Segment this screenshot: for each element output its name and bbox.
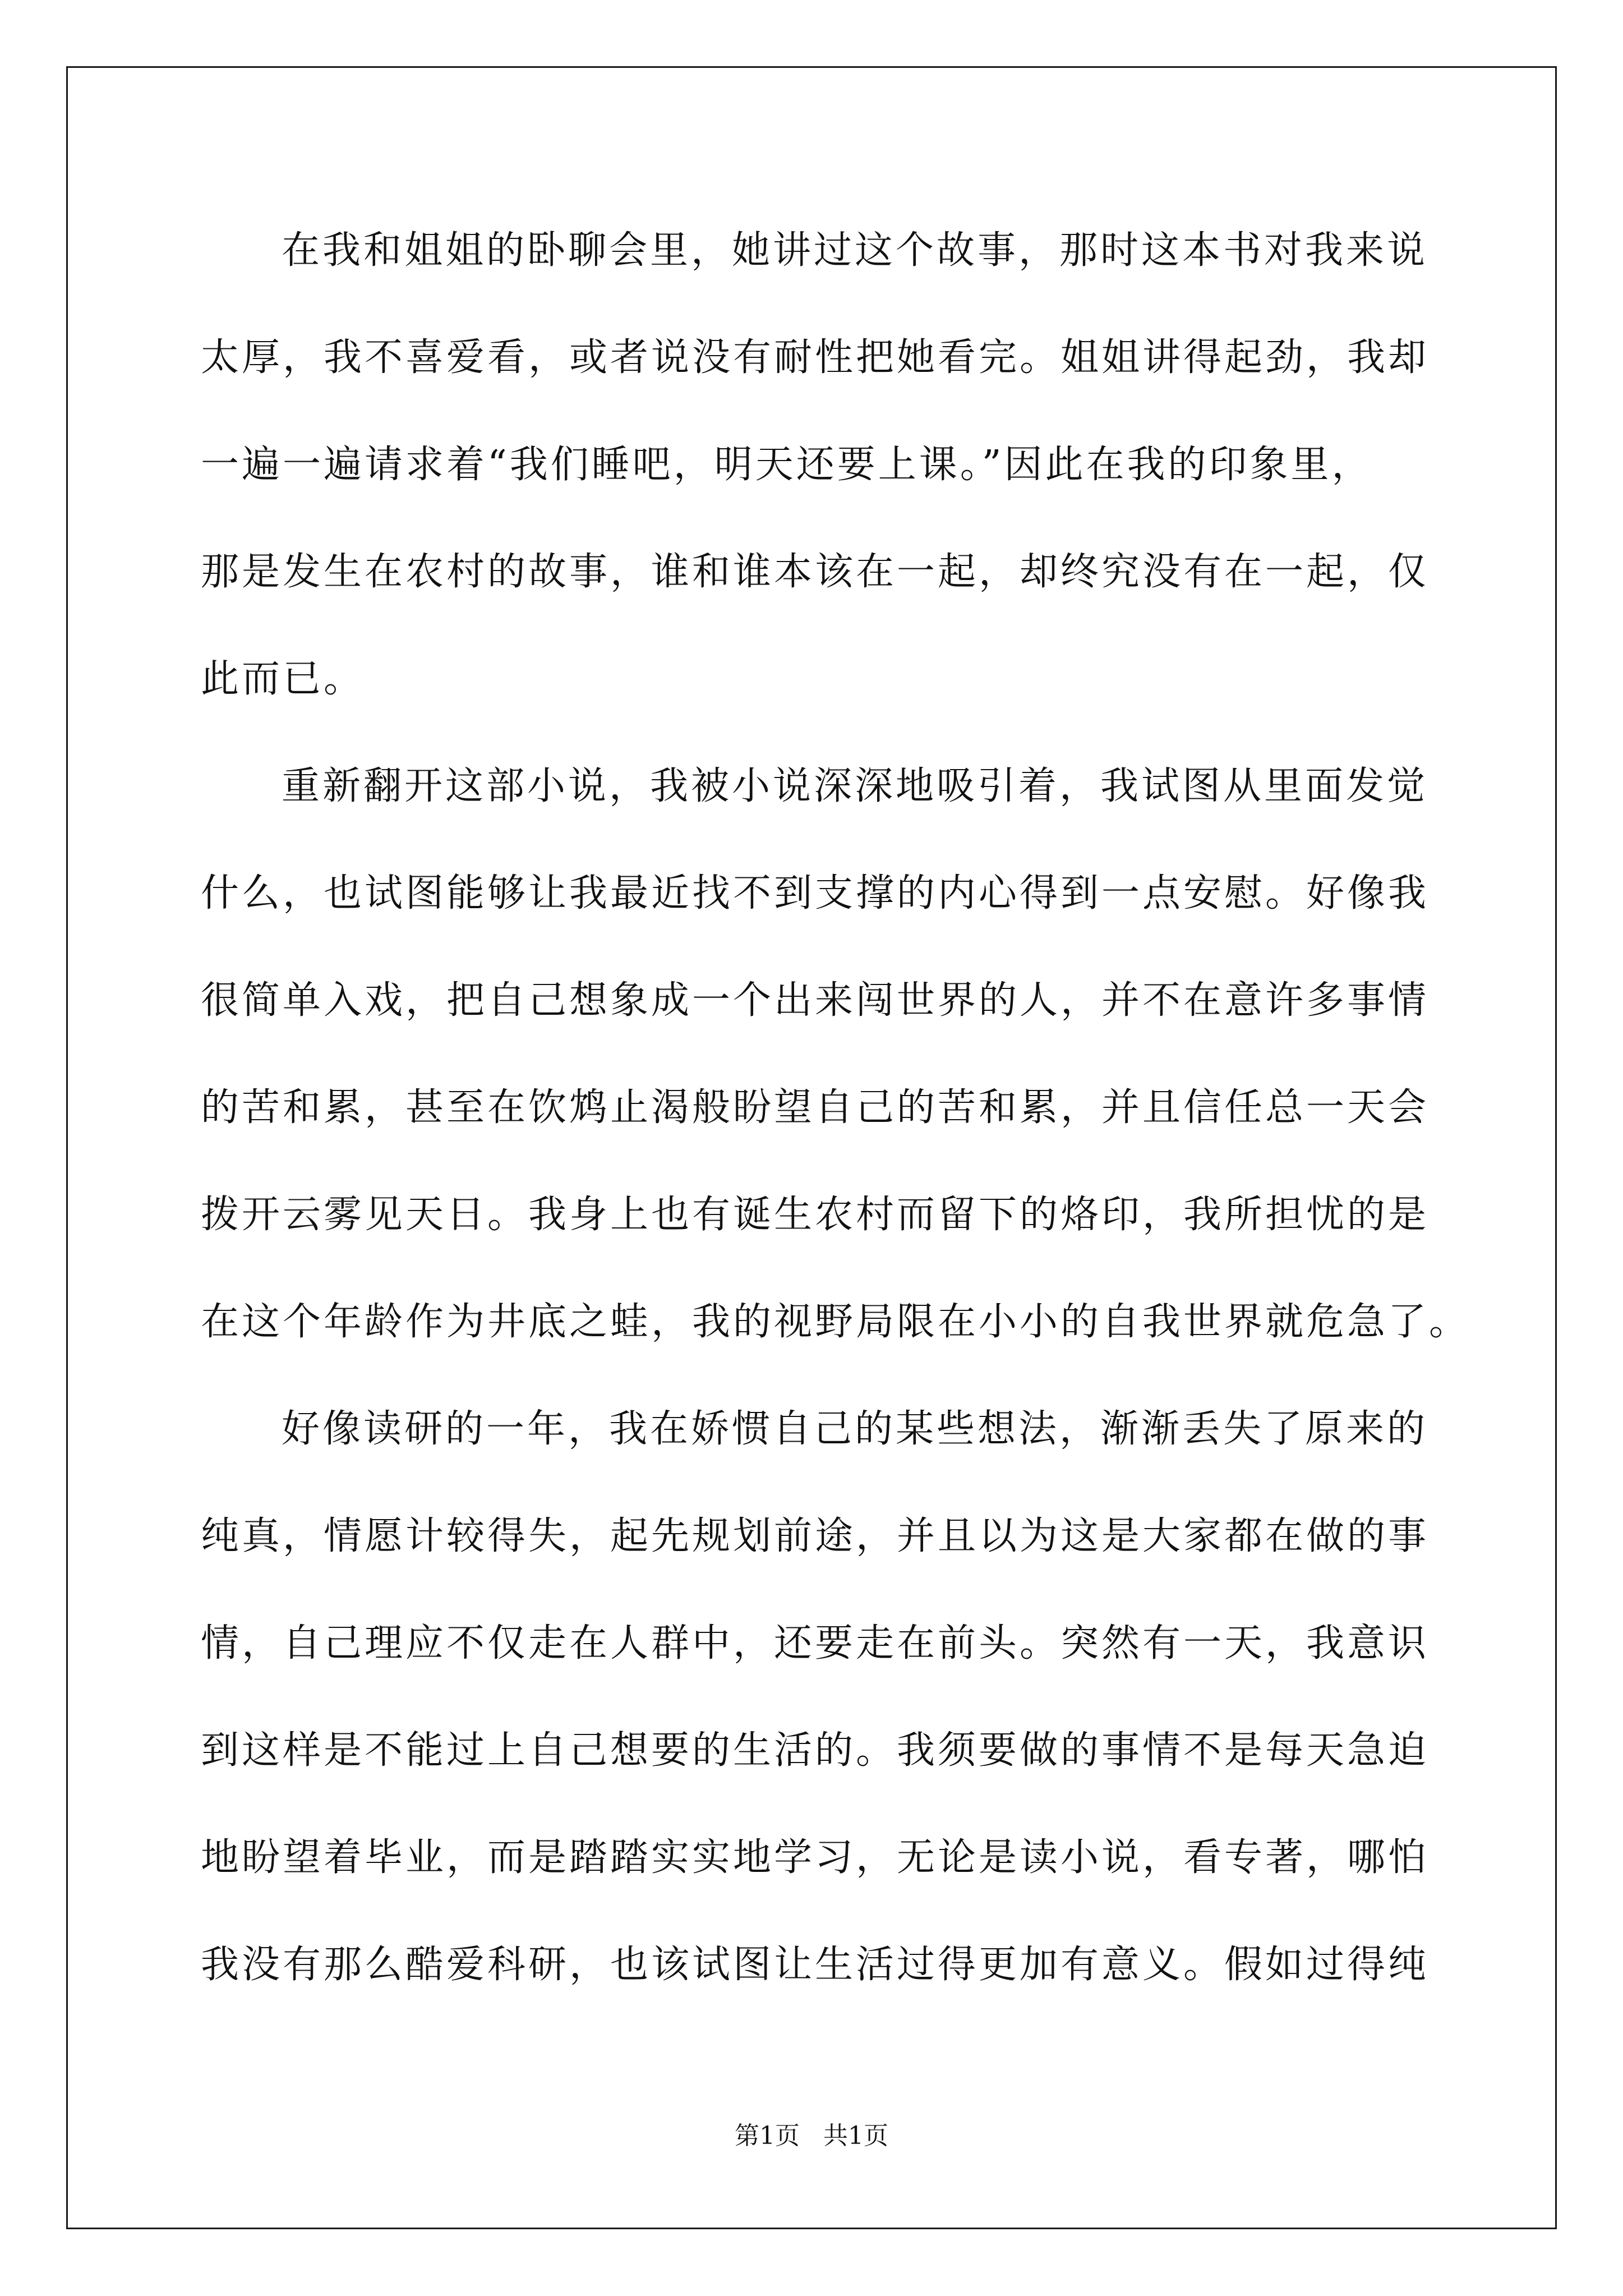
paragraph-3-line-2: 纯真，情愿计较得失，起先规划前途，并且以为这是大家都在做的事 xyxy=(201,1514,1430,1558)
paragraph-2-line-1: 重新翻开这部小说，我被小说深深地吸引着，我试图从里面发觉 xyxy=(282,764,1428,808)
paragraph-1-line-1: 在我和姐姐的卧聊会里，她讲过这个故事，那时这本书对我来说 xyxy=(282,228,1428,273)
paragraph-2-line-6: 在这个年龄作为井底之蛙，我的视野局限在小小的自我世界就危急了。 xyxy=(201,1300,1470,1344)
paragraph-1-line-2: 太厚，我不喜爱看，或者说没有耐性把她看完。姐姐讲得起劲，我却 xyxy=(201,335,1430,380)
paragraph-3-line-5: 地盼望着毕业，而是踏踏实实地学习，无论是读小说，看专著，哪怕 xyxy=(201,1835,1430,1880)
document-body xyxy=(201,220,1470,2041)
paragraph-2-line-3: 很简单入戏，把自己想象成一个出来闯世界的人，并不在意许多事情 xyxy=(201,978,1430,1023)
paragraph-1-line-3: 一遍一遍请求着“我们睡吧，明天还要上课。”因此在我的印象里， xyxy=(201,443,1373,487)
page-number-footer: 第1页 共1页 xyxy=(735,2122,888,2150)
paragraph-3-line-1: 好像读研的一年，我在娇惯自己的某些想法，渐渐丢失了原来的 xyxy=(282,1407,1428,1451)
paragraph-2-line-4: 的苦和累，甚至在饮鸩止渴般盼望自己的苦和累，并且信任总一天会 xyxy=(201,1085,1430,1130)
paragraph-2-line-5: 拨开云雾见天日。我身上也有诞生农村而留下的烙印，我所担忧的是 xyxy=(201,1193,1430,1237)
paragraph-1-line-4: 那是发生在农村的故事，谁和谁本该在一起，却终究没有在一起，仅 xyxy=(201,550,1430,594)
paragraph-2-line-2: 什么，也试图能够让我最近找不到支撑的内心得到一点安慰。好像我 xyxy=(201,871,1430,915)
paragraph-1-line-5: 此而已。 xyxy=(201,657,365,701)
paragraph-3-line-4: 到这样是不能过上自己想要的生活的。我须要做的事情不是每天急迫 xyxy=(201,1728,1430,1773)
paragraph-3-line-6: 我没有那么酷爱科研，也该试图让生活过得更加有意义。假如过得纯 xyxy=(201,1943,1430,1987)
paragraph-3-line-3: 情，自己理应不仅走在人群中，还要走在前头。突然有一天，我意识 xyxy=(201,1621,1430,1665)
